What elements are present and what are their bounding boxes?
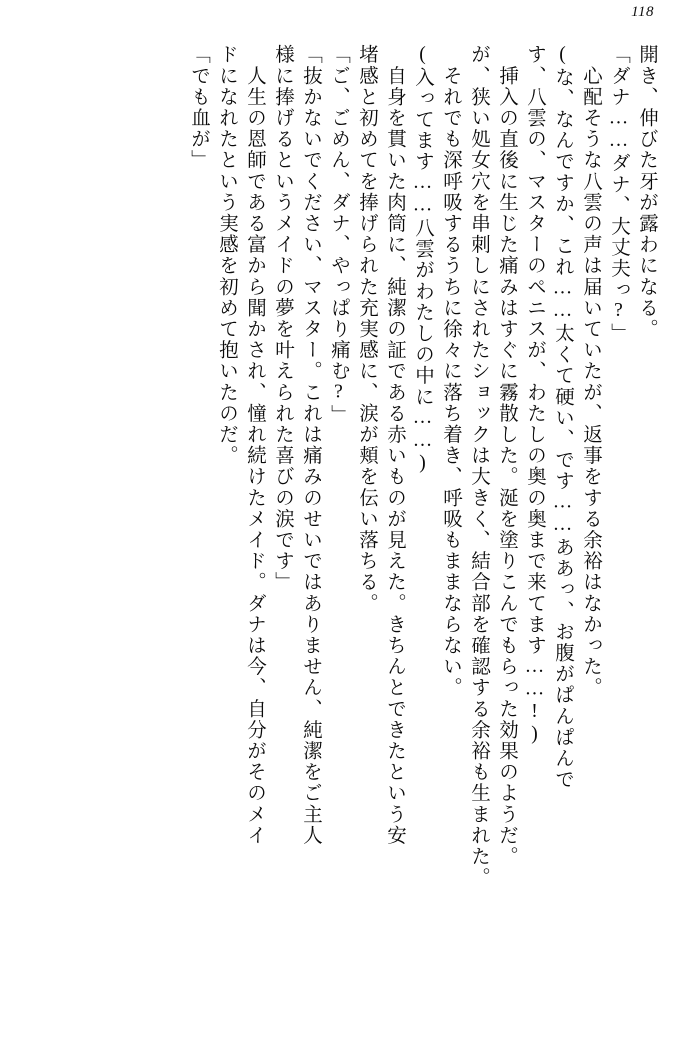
text-column: 「でも血が」	[188, 44, 209, 171]
text-column: 心配そうな八雲の声は届いていたが、返事をする余裕はなかった。	[580, 44, 601, 699]
text-column: 自身を貫いた肉筒に、純潔の証である赤いものが見えた。きちんとできたという安	[384, 44, 405, 846]
text-column: 「ご、ごめん、ダナ、やっぱり痛む?」	[328, 44, 349, 426]
text-column: 「ダナ……ダナ、大丈夫っ?」	[608, 44, 629, 344]
text-column: 挿入の直後に生じた痛みはすぐに霧散した。涎を塗りこんでもらった効果のようだ。	[496, 44, 517, 867]
text-column: (入ってます……八雲がわたしの中に……)	[412, 44, 433, 475]
text-column: ドになれたという実感を初めて抱いたのだ。	[216, 44, 237, 466]
text-column: 「抜かないでください、マスター。これは痛みのせいではありません、純潔をご主人	[300, 44, 321, 846]
text-column: が、狭い処女穴を串刺しにされたショックは大きく、結合部を確認する余裕も生まれた。	[468, 44, 489, 888]
text-column: 人生の恩師である富から聞かされ、憧れ続けたメイド。ダナは今、自分がそのメイ	[244, 44, 265, 846]
text-column: 様に捧げるというメイドの夢を叶えられた喜びの涙です」	[272, 44, 293, 593]
text-column: 堵感と初めてを捧げられた充実感に、涙が頬を伝い落ちる。	[356, 44, 377, 614]
text-column: す、八雲の、マスターのペニスが、わたしの奥の奥まで来てます……!)	[524, 44, 545, 747]
text-column: それでも深呼吸するうちに徐々に落ち着き、呼吸もままならない。	[440, 44, 461, 699]
text-column: 開き、伸びた牙が露わになる。	[636, 44, 657, 340]
vertical-text-body	[34, 44, 656, 1022]
text-column: (な、なんですか、これ……太くて硬い、です……ああっ、お腹がぱんぱんで	[552, 44, 573, 790]
page-number: 118	[631, 4, 654, 20]
